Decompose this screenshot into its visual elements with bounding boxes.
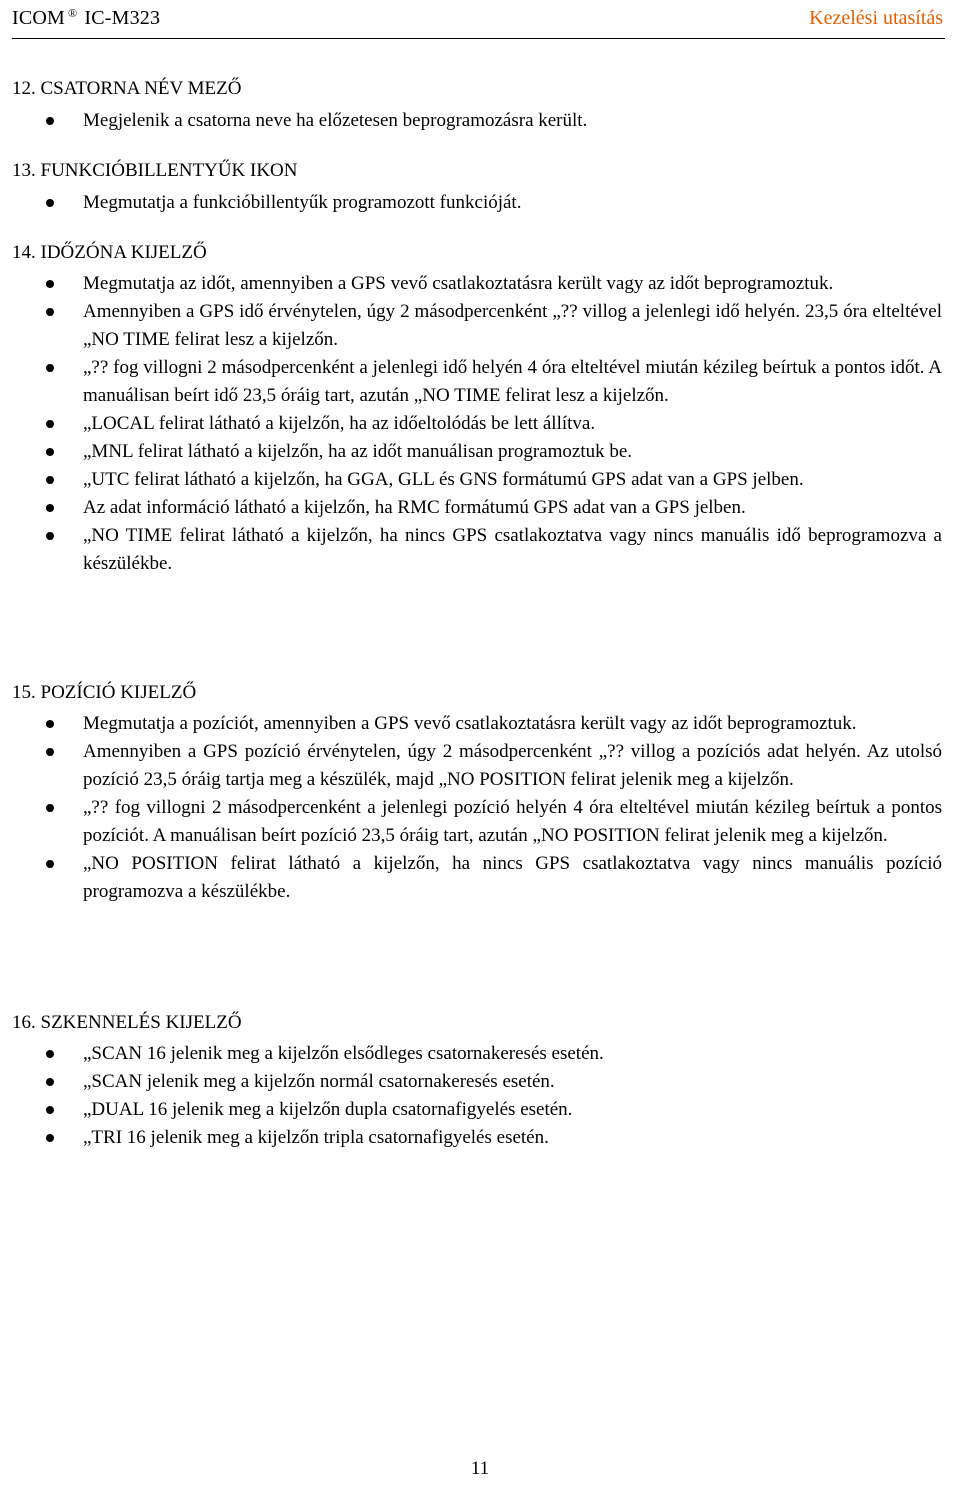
bullet-icon [46, 199, 54, 207]
bullet-icon [46, 1078, 54, 1086]
list-item [0, 794, 942, 850]
list-item-text: Amennyiben a GPS idő érvénytelen, úgy 2 másodpercenként „?? villog a jelenlegi idő helyén. 23,5 óra elteltével „NO TIME felirat lesz a kijelzőn. [83, 301, 942, 350]
list-item-text: Megmutatja az időt, amennyiben a GPS vevő csatlakoztatásra került vagy az időt beprogramoztuk. [83, 273, 834, 294]
page-header [12, 4, 945, 39]
list-item-text: „NO POSITION felirat látható a kijelzőn, ha nincs GPS csatlakoztatva vagy nincs manuális pozíció programozva a készülékbe. [83, 853, 942, 902]
bullet-icon [46, 280, 54, 288]
list-item-text: Amennyiben a GPS pozíció érvénytelen, úgy 2 másodpercenként „?? villog a pozíciós adat helyén. Az utolsó pozíció 23,5 óráig tartja meg a készülék, majd „NO POSITION felirat jelenik meg a kijelzőn. [83, 741, 942, 790]
section-number: 16. [12, 1012, 36, 1033]
list-item-text: „SCAN 16 jelenik meg a kijelzőn elsődleges csatornakeresés esetén. [83, 1043, 604, 1064]
section-title: SZKENNELÉS KIJELZŐ [40, 1012, 242, 1033]
section-title: IDŐZÓNA KIJELZŐ [40, 242, 207, 263]
list-item-text: Megmutatja a pozíciót, amennyiben a GPS vevő csatlakoztatásra került vagy az időt beprogramoztuk. [83, 713, 857, 734]
bullet-icon [46, 448, 54, 456]
list-item [0, 410, 942, 438]
list-item-text: „LOCAL felirat látható a kijelzőn, ha az időeltolódás be lett állítva. [83, 413, 596, 434]
list-item-text: „MNL felirat látható a kijelzőn, ha az időt manuálisan programoztuk be. [83, 441, 633, 462]
list-item [0, 189, 942, 217]
page-number: 11 [470, 1458, 490, 1479]
bullet-icon [46, 476, 54, 484]
section-heading [12, 1012, 242, 1034]
section-heading [12, 242, 207, 264]
bullet-icon [46, 720, 54, 728]
section-title: CSATORNA NÉV MEZŐ [40, 78, 242, 99]
list-item-text: „NO TIME felirat látható a kijelzőn, ha nincs GPS csatlakoztatva vagy nincs manuális idő beprogramozva a készülékbe. [83, 525, 942, 574]
bullet-icon [46, 804, 54, 812]
list-item [0, 1040, 942, 1068]
list-item-text: Az adat információ látható a kijelzőn, ha RMC formátumú GPS adat van a GPS jelben. [83, 497, 746, 518]
section-title: FUNKCIÓBILLENTYŰK IKON [40, 160, 298, 181]
bullet-icon [46, 532, 54, 540]
bullet-list [0, 189, 960, 217]
bullet-icon [46, 1134, 54, 1142]
bullet-icon [46, 117, 54, 125]
list-item [0, 270, 942, 298]
list-item-text: „DUAL 16 jelenik meg a kijelzőn dupla csatornafigyelés esetén. [83, 1099, 573, 1120]
bullet-icon [46, 504, 54, 512]
bullet-icon [46, 308, 54, 316]
list-item-text: „?? fog villogni 2 másodpercenként a jelenlegi pozíció helyén 4 óra elteltével miután kézileg beírtuk a pontos pozíciót. A manuálisan beírt pozíció 23,5 óráig tart, azután „NO POSITION felirat jelenik meg a kijelzőn. [83, 797, 942, 846]
bullet-icon [46, 1106, 54, 1114]
registered-mark: ® [68, 6, 78, 20]
list-item [0, 438, 942, 466]
model-name: IC-M323 [84, 7, 161, 29]
section-number: 14. [12, 242, 36, 263]
section-number: 12. [12, 78, 36, 99]
bullet-icon [46, 420, 54, 428]
list-item-text: „?? fog villogni 2 másodpercenként a jelenlegi idő helyén 4 óra elteltével miután kézileg beírtuk a pontos időt. A manuálisan beírt idő 23,5 óráig tart, azután „NO TIME felirat lesz a kijelzőn. [83, 357, 942, 406]
list-item [0, 466, 942, 494]
list-item-text: „TRI 16 jelenik meg a kijelzőn tripla csatornafigyelés esetén. [83, 1127, 549, 1148]
bullet-icon [46, 1050, 54, 1058]
list-item [0, 354, 942, 410]
list-item-text: „SCAN jelenik meg a kijelzőn normál csatornakeresés esetén. [83, 1071, 555, 1092]
list-item [0, 1096, 942, 1124]
bullet-list [0, 710, 960, 906]
list-item-text: „UTC felirat látható a kijelzőn, ha GGA, GLL és GNS formátumú GPS adat van a GPS jelben. [83, 469, 804, 490]
brand-name: ICOM [12, 7, 66, 29]
bullet-list [0, 1040, 960, 1152]
bullet-list [0, 107, 960, 135]
bullet-icon [46, 860, 54, 868]
list-item [0, 850, 942, 906]
section-heading [12, 78, 241, 100]
bullet-icon [46, 364, 54, 372]
list-item [0, 710, 942, 738]
list-item-text: Megjelenik a csatorna neve ha előzetesen beprogramozásra került. [83, 110, 588, 131]
header-brand-model [12, 7, 160, 30]
section-heading [12, 682, 196, 704]
bullet-list [0, 270, 960, 578]
section-number: 15. [12, 682, 36, 703]
list-item-text: Megmutatja a funkcióbillentyűk programozott funkcióját. [83, 192, 522, 213]
document-title: Kezelési utasítás [809, 7, 943, 29]
section-number: 13. [12, 160, 36, 181]
list-item [0, 494, 942, 522]
list-item [0, 738, 942, 794]
list-item [0, 522, 942, 578]
list-item [0, 298, 942, 354]
section-heading [12, 160, 298, 182]
bullet-icon [46, 748, 54, 756]
list-item [0, 107, 942, 135]
list-item [0, 1124, 942, 1152]
list-item [0, 1068, 942, 1096]
section-title: POZÍCIÓ KIJELZŐ [40, 682, 197, 703]
